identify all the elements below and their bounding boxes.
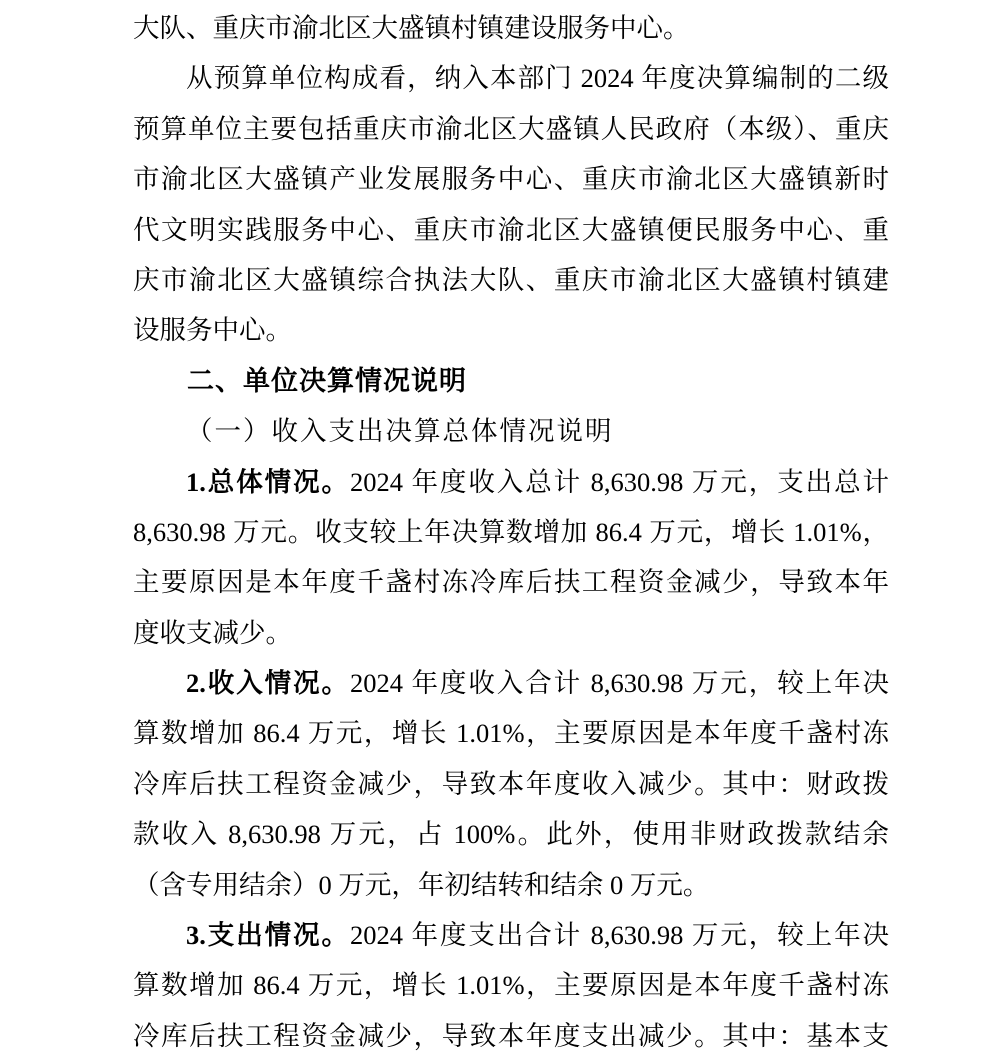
text-line: 庆市渝北区大盛镇综合执法大队、重庆市渝北区大盛镇村镇建 [133, 264, 889, 295]
text-line: 从预算单位构成看，纳入本部门 2024 年度决算编制的二级 [186, 63, 889, 94]
text-line: 主要原因是本年度千盏村冻冷库后扶工程资金减少，导致本年 [133, 567, 889, 598]
text-line: 8,630.98 万元。收支较上年决算数增加 86.4 万元，增长 1.01%， [133, 516, 889, 547]
subsection-heading: （一）收入支出决算总体情况说明 [186, 416, 614, 447]
text-line: 冷库后扶工程资金减少，导致本年度收入减少。其中：财政拨 [133, 768, 889, 799]
text-line: 算数增加 86.4 万元，增长 1.01%，主要原因是本年度千盏村冻 [133, 970, 889, 1001]
text-line: 代文明实践服务中心、重庆市渝北区大盛镇便民服务中心、重 [133, 214, 889, 245]
text-run: 2024 年度收入总计 8,630.98 万元，支出总计 [349, 466, 890, 497]
text-line: 设服务中心。 [133, 315, 292, 346]
paragraph-number-lead: 3.支出情况。 [186, 920, 350, 951]
text-run: 2024 年度支出合计 8,630.98 万元，较上年决 [349, 920, 890, 951]
text-line: （含专用结余）0 万元，年初结转和结余 0 万元。 [133, 869, 710, 900]
text-line [133, 457, 889, 507]
text-run: 2024 年度收入合计 8,630.98 万元，较上年决 [349, 668, 890, 699]
paragraph-number-lead: 2.收入情况。 [186, 668, 350, 699]
text-line: 市渝北区大盛镇产业发展服务中心、重庆市渝北区大盛镇新时 [133, 164, 889, 195]
text-line: 度收支减少。 [133, 617, 292, 648]
text-line: 预算单位主要包括重庆市渝北区大盛镇人民政府（本级）、重庆 [133, 113, 889, 144]
paragraph-number-lead: 1.总体情况。 [186, 466, 350, 497]
text-line: 款收入 8,630.98 万元，占 100%。此外，使用非财政拨款结余 [133, 819, 889, 850]
text-line [133, 910, 889, 960]
section-heading: 二、单位决算情况说明 [187, 365, 467, 396]
text-line: 算数增加 86.4 万元，增长 1.01%，主要原因是本年度千盏村冻 [133, 718, 889, 749]
text-line [133, 658, 889, 708]
text-line: 大队、重庆市渝北区大盛镇村镇建设服务中心。 [133, 13, 690, 43]
text-line: 冷库后扶工程资金减少，导致本年度支出减少。其中：基本支 [133, 1020, 889, 1051]
